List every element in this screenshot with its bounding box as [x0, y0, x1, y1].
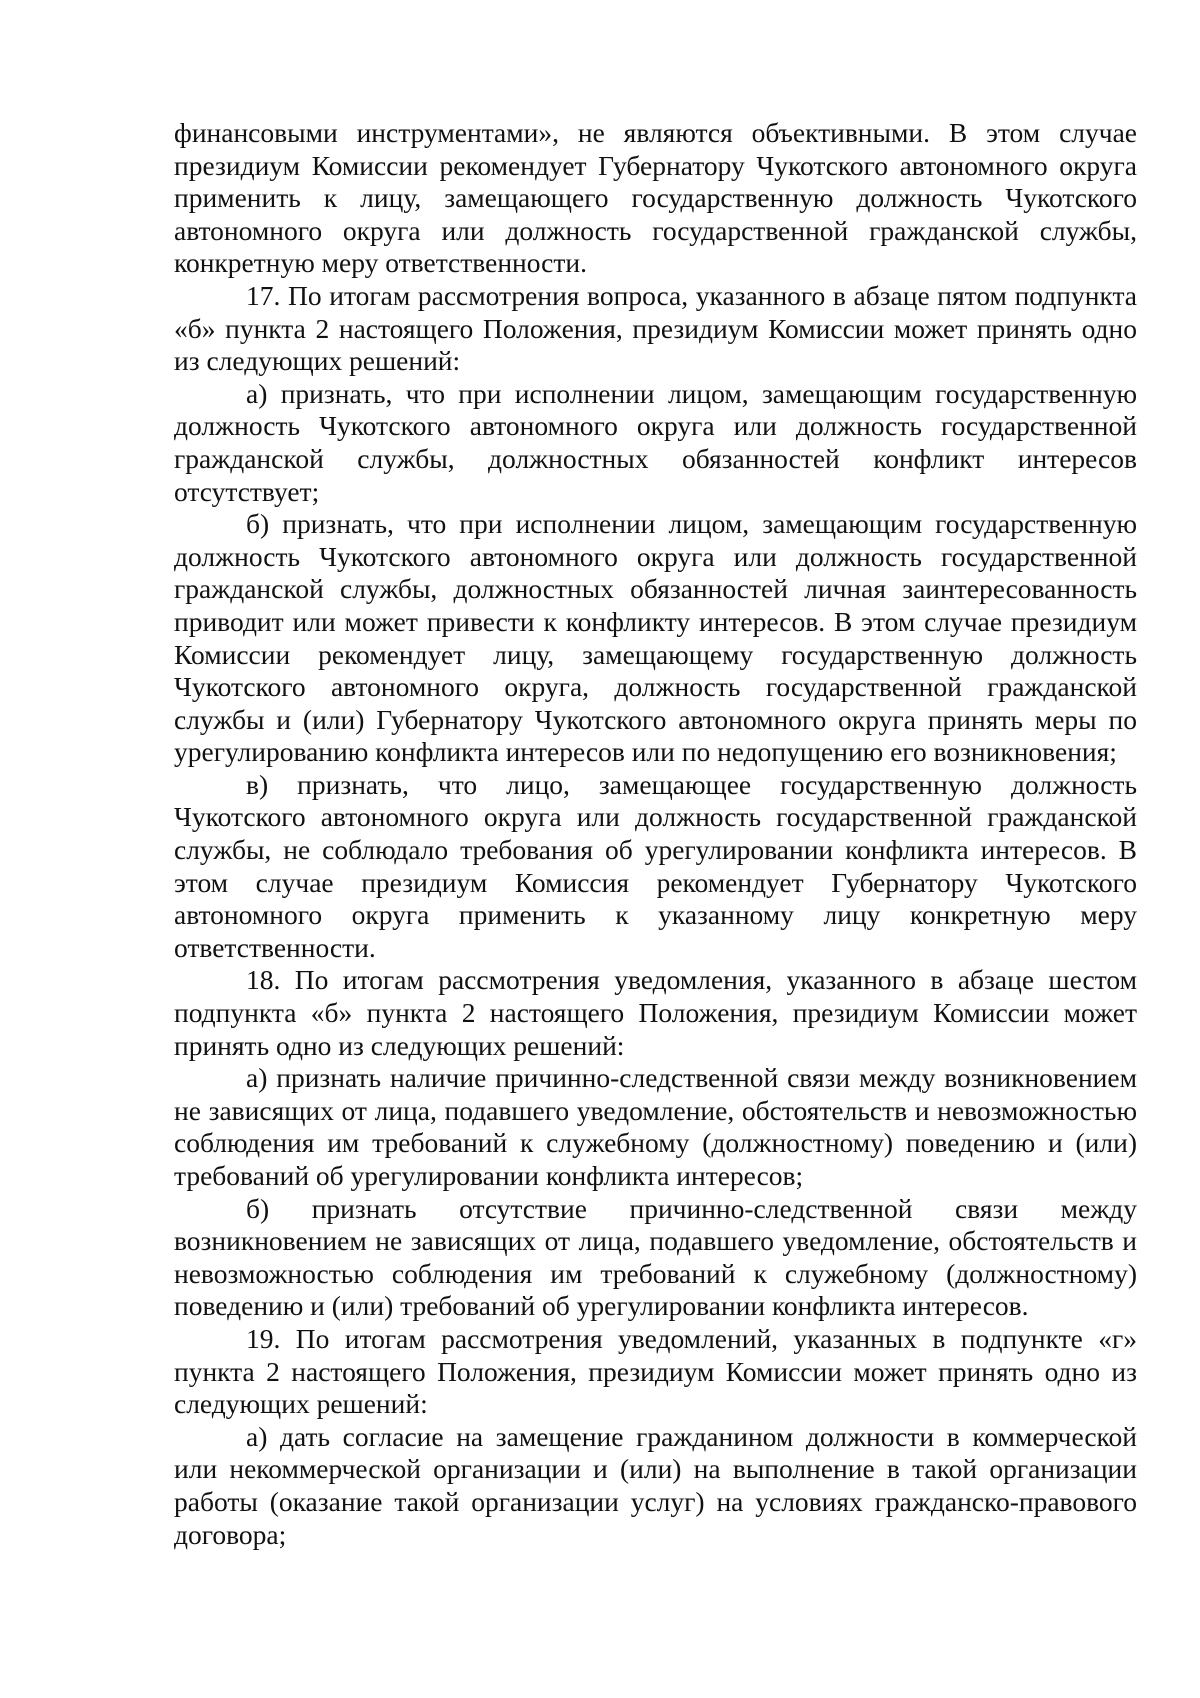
paragraph-19-a: а) дать согласие на замещение гражданином должности в коммерческой или некоммерческой организации и (или) на выполнение в такой организации работы (оказание такой организации услуг) на условиях гражданско-правового договора;: [174, 1420, 1137, 1550]
paragraph-18: 18. По итогам рассмотрения уведомления, указанного в абзаце шестом подпункта «б» пункта 2 настоящего Положения, президиум Комиссии может принять одно из следующих решений:: [174, 964, 1137, 1061]
paragraph-19: 19. По итогам рассмотрения уведомлений, указанных в подпункте «г» пункта 2 настоящего Положения, президиум Комиссии может принять одно из следующих решений:: [174, 1322, 1137, 1420]
paragraph-continuation: финансовыми инструментами», не являются объективными. В этом случае президиум Комиссии рекомендует Губернатору Чукотского автономного округа применить к лицу, замещающего государственную должность Чукотского автономного округа или должность государственной гражданской службы, конкретную меру ответственности.: [174, 117, 1137, 279]
document-page: [174, 117, 1137, 1551]
paragraph-17-v: в) признать, что лицо, замещающее государственную должность Чукотского автономного округа или должность государственной гражданской службы, не соблюдало требования об урегулировании конфликта интересов. В этом случае президиум Комиссия рекомендует Губернатору Чукотского автономного округа применить к указанному лицу конкретную меру ответственности.: [174, 768, 1137, 963]
paragraph-18-b: б) признать отсутствие причинно-следственной связи между возникновением не зависящих от лица, подавшего уведомление, обстоятельств и невозможностью соблюдения им требований к служебному (должностному) поведению и (или) требований об урегулировании конфликта интересов.: [174, 1192, 1137, 1322]
paragraph-17: 17. По итогам рассмотрения вопроса, указанного в абзаце пятом подпункта «б» пункта 2 настоящего Положения, президиум Комиссии может принять одно из следующих решений:: [174, 279, 1137, 377]
paragraph-17-b: б) признать, что при исполнении лицом, замещающим государственную должность Чукотского автономного округа или должность государственной гражданской службы, должностных обязанностей личная заинтересованность приводит или может привести к конфликту интересов. В этом случае президиум Комиссии рекомендует лицу, замещающему государственную должность Чукотского автономного округа, должность государственной гражданской службы и (или) Губернатору Чукотского автономного округа принять меры по урегулированию конфликта интересов или по недопущению его возникновения;: [174, 508, 1137, 768]
paragraph-18-a: а) признать наличие причинно-следственной связи между возникновением не зависящих от лица, подавшего уведомление, обстоятельств и невозможностью соблюдения им требований к служебному (должностному) поведению и (или) требований об урегулировании конфликта интересов;: [174, 1062, 1137, 1191]
paragraph-17-a: а) признать, что при исполнении лицом, замещающим государственную должность Чукотского автономного округа или должность государственной гражданской службы, должностных обязанностей конфликт интересов отсутствует;: [174, 377, 1137, 507]
